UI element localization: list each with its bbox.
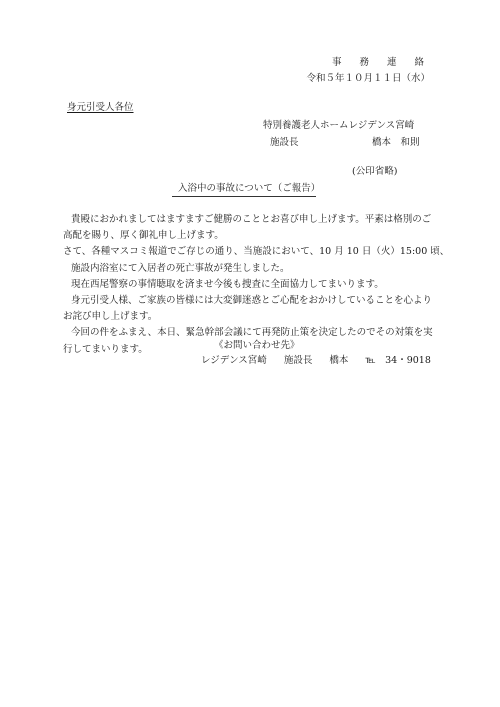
body-line: さて、各種マスコミ報道でご存じの通り、当施設において、10 月 10 日（火）15:00 頃、 bbox=[63, 246, 450, 258]
sender-name: 橋本 和則 bbox=[372, 137, 420, 148]
notice-title-char: 務 bbox=[359, 57, 369, 68]
date-line: 令和５年１０月１１日（水） bbox=[306, 73, 430, 84]
subject-underline bbox=[172, 196, 316, 197]
seal-note: (公印省略) bbox=[352, 166, 398, 177]
contact-name: 橋本 bbox=[329, 355, 349, 366]
body-line: 高配を賜り、厚く御礼申し上げます。 bbox=[63, 230, 224, 242]
body-line: 今回の件をふまえ、本日、緊急幹部会議にて再発防止策を決定したのでその対策を実 bbox=[71, 327, 433, 339]
sender-facility: 特別養護老人ホームレジデンス宮崎 bbox=[263, 120, 415, 131]
contact-org: レジデンス宮崎 bbox=[201, 355, 267, 366]
body-line: 現在西尾警察の事情聴取を済ませ今後も捜査に全面協力してまいります。 bbox=[71, 278, 384, 290]
recipient-line: 身元引受人各位 bbox=[67, 102, 134, 113]
notice-title-char: 事 bbox=[332, 57, 342, 68]
body-line: 身元引受人様、ご家族の皆様には大変御迷惑とご心配をおかけしていることを心より bbox=[71, 295, 433, 307]
contact-line bbox=[201, 355, 431, 367]
body-line: 施設内浴室にて入居者の死亡事故が発生しました。 bbox=[71, 262, 290, 274]
body-line: 行してまいります。 bbox=[63, 343, 148, 355]
contact-tel: ℡ 34・9018 bbox=[365, 355, 431, 366]
notice-title-char: 連 bbox=[386, 57, 397, 68]
body-line: 貴殿におかれましてはますますご健勝のこととお喜び申し上げます。平素は格別のご bbox=[71, 214, 432, 225]
notice-title-char: 絡 bbox=[414, 57, 424, 68]
sender-title: 施設長 bbox=[270, 137, 299, 148]
contact-title: 施設長 bbox=[283, 355, 313, 366]
body-text bbox=[63, 212, 450, 358]
subject-title: 入浴中の事故について（ご報告） bbox=[178, 183, 321, 194]
contact-heading: 《お問い合わせ先》 bbox=[214, 340, 300, 351]
notice-title bbox=[332, 57, 424, 69]
body-line: お詫び申し上げます。 bbox=[63, 311, 158, 323]
